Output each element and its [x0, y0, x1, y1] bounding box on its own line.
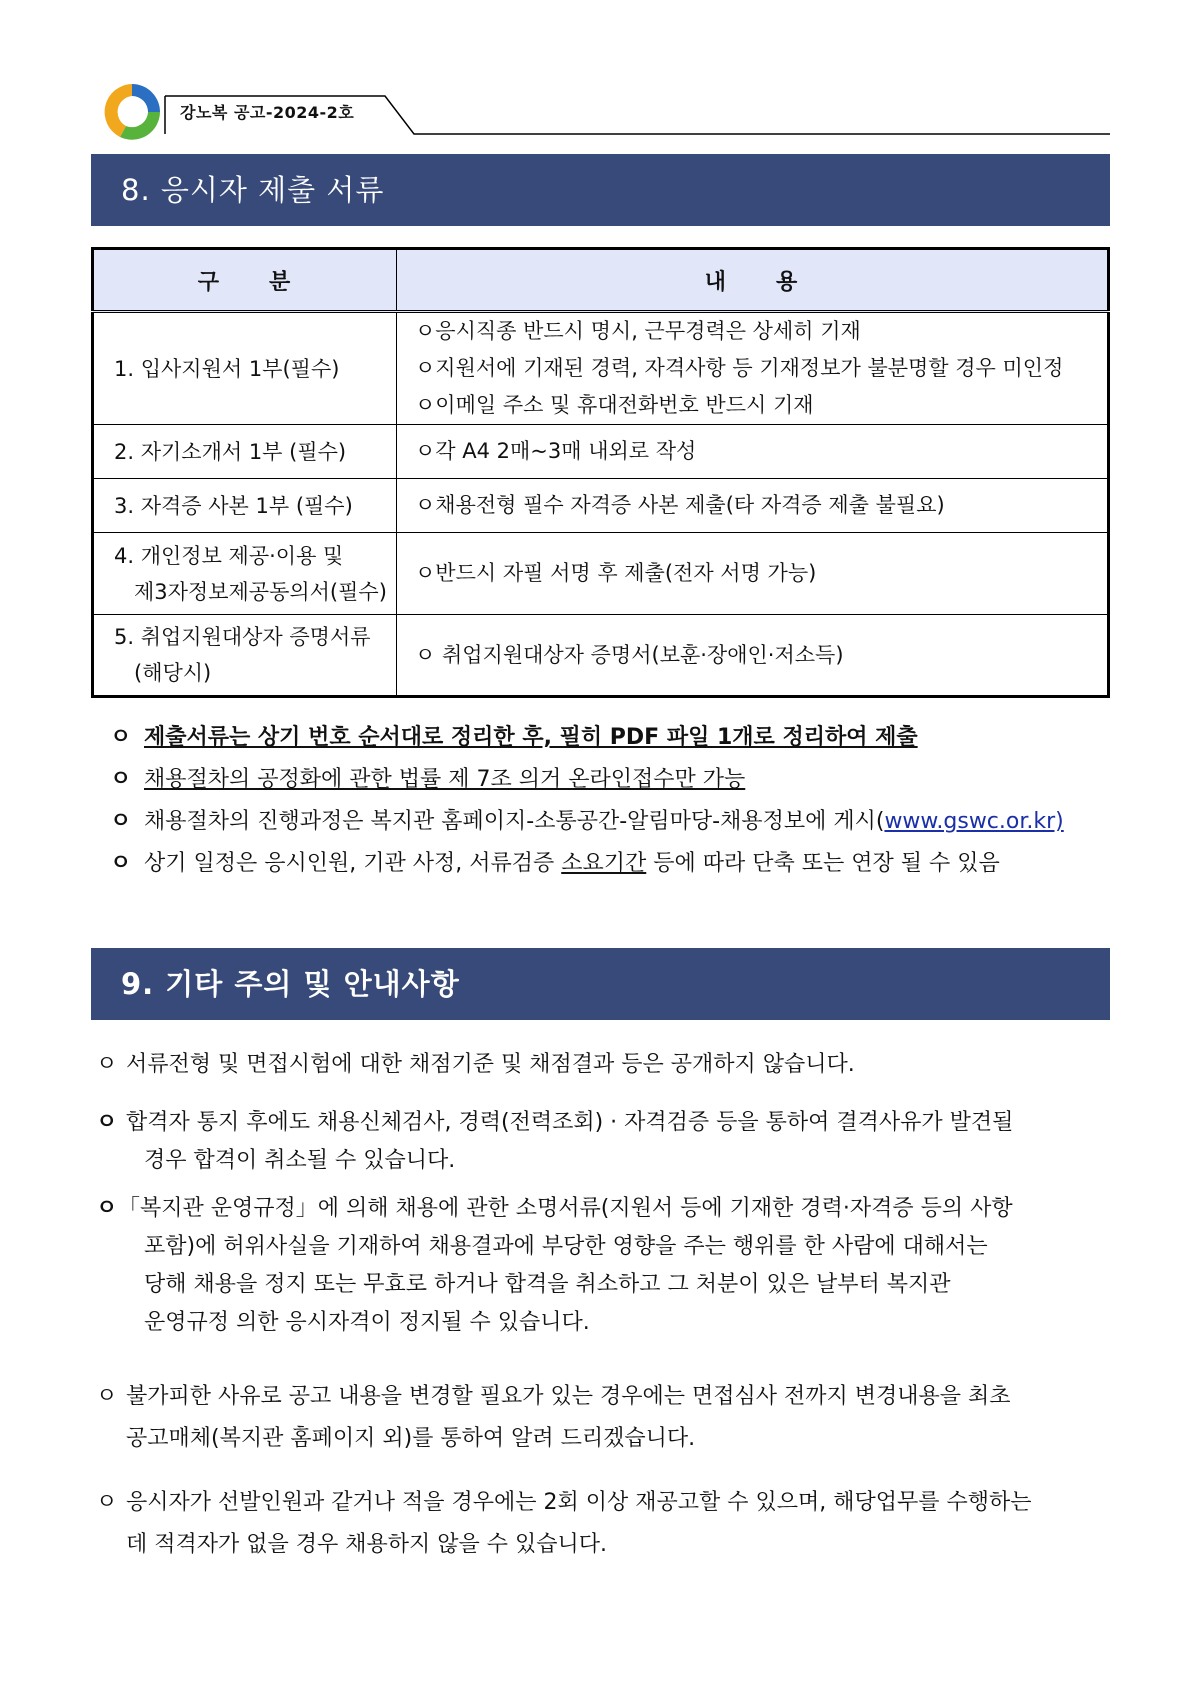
- bullet-icon: ㅇ: [110, 725, 132, 750]
- table-row: [93, 615, 1109, 697]
- note-item: ㅇ 채용절차의 공정화에 관한 법률 제 7조 의거 온라인접수만 가능: [110, 762, 745, 793]
- guidance-item: ㅇ 불가피한 사유로 공고 내용을 변경할 필요가 있는 경우에는 면접심사 전까지 변경내용을 최초 공고매체(복지관 홈페이지 외)를 통하여 알려 드리겠습니다.: [96, 1376, 1110, 1460]
- category-cell: 5. 취업지원대상자 증명서류 (해당시): [93, 615, 397, 697]
- category-cell: 1. 입사지원서 1부(필수): [93, 312, 397, 425]
- note-item: ㅇ 제출서류는 상기 번호 순서대로 정리한 후, 필히 PDF 파일 1개로 정리하여 제출: [110, 720, 918, 751]
- bullet-icon: ㅇ: [110, 851, 132, 876]
- bullet-icon: ㅇ: [96, 1110, 118, 1135]
- content-line: ㅇ이메일 주소 및 휴대전화번호 반드시 기재: [415, 393, 814, 417]
- notice-number: 강노복 공고-2024-2호: [180, 103, 355, 122]
- content-cell: ㅇ각 A4 2매~3매 내외로 작성: [397, 425, 1109, 479]
- guidance-item: ㅇ 합격자 통지 후에도 채용신체검사, 경력(전력조회) · 자격검증 등을 통하여 결격사유가 발견될 경우 합격이 취소될 수 있습니다.: [96, 1104, 1110, 1180]
- content-line: ㅇ응시직종 반드시 명시, 근무경력은 상세히 기재: [415, 319, 861, 343]
- content-cell: ㅇ 취업지원대상자 증명서(보훈·장애인·저소득): [397, 615, 1109, 697]
- content-cell: [397, 312, 1109, 425]
- content-line: ㅇ지원서에 기재된 경력, 자격사항 등 기재정보가 불분명할 경우 미인정: [415, 356, 1064, 380]
- table-row: [93, 479, 1109, 533]
- homepage-link[interactable]: www.gswc.or.kr): [884, 809, 1064, 834]
- table-row: [93, 533, 1109, 615]
- bullet-icon: ㅇ: [110, 767, 132, 792]
- category-cell: 3. 자격증 사본 1부 (필수): [93, 479, 397, 533]
- guidance-item: ㅇ 응시자가 선발인원과 같거나 적을 경우에는 2회 이상 재공고할 수 있으며, 해당업무를 수행하는 데 적격자가 없을 경우 채용하지 않을 수 있습니다.: [96, 1482, 1110, 1566]
- document-header: [100, 78, 1110, 138]
- submission-documents-table: [91, 247, 1110, 698]
- column-header-category: 구 분: [93, 249, 397, 312]
- category-cell: 4. 개인정보 제공·이용 및 제3자정보제공동의서(필수): [93, 533, 397, 615]
- bullet-icon: ㅇ: [96, 1052, 118, 1077]
- table-header-row: [93, 249, 1109, 312]
- note-item: ㅇ 상기 일정은 응시인원, 기관 사정, 서류검증 소요기간 등에 따라 단축 또는 연장 될 수 있음: [110, 846, 1000, 877]
- column-header-content: 내 용: [397, 249, 1109, 312]
- section-9-title: 9. 기타 주의 및 안내사항: [91, 948, 1110, 1020]
- organization-logo-icon: [100, 80, 164, 144]
- note-item: ㅇ 채용절차의 진행과정은 복지관 홈페이지-소통공간-알림마당-채용정보에 게시(www.gswc.or.kr): [110, 804, 1064, 835]
- table-row: [93, 312, 1109, 425]
- bullet-icon: ㅇ: [96, 1384, 118, 1409]
- category-cell: 2. 자기소개서 1부 (필수): [93, 425, 397, 479]
- bullet-icon: ㅇ: [96, 1196, 118, 1221]
- bullet-icon: ㅇ: [96, 1490, 118, 1515]
- content-cell: ㅇ반드시 자필 서명 후 제출(전자 서명 가능): [397, 533, 1109, 615]
- table-row: [93, 425, 1109, 479]
- content-cell: ㅇ채용전형 필수 자격증 사본 제출(타 자격증 제출 불필요): [397, 479, 1109, 533]
- guidance-item: ㅇ 서류전형 및 면접시험에 대한 채점기준 및 채점결과 등은 공개하지 않습니다.: [96, 1046, 1110, 1084]
- guidance-item: ㅇ「복지관 운영규정」에 의해 채용에 관한 소명서류(지원서 등에 기재한 경력·자격증 등의 사항 포함)에 허위사실을 기재하여 채용결과에 부당한 영향을 주는 행위를 한 사람에 대해서는 당해 채용을 정지 또는 무효로 하거나 합격을 취소하고 그 처분이 있은 날부터 복지관 운영규정 의한 응시자격이 정지될 수 있습니다.: [96, 1190, 1110, 1342]
- bullet-icon: ㅇ: [110, 809, 132, 834]
- section-8-title: 8. 응시자 제출 서류: [91, 154, 1110, 226]
